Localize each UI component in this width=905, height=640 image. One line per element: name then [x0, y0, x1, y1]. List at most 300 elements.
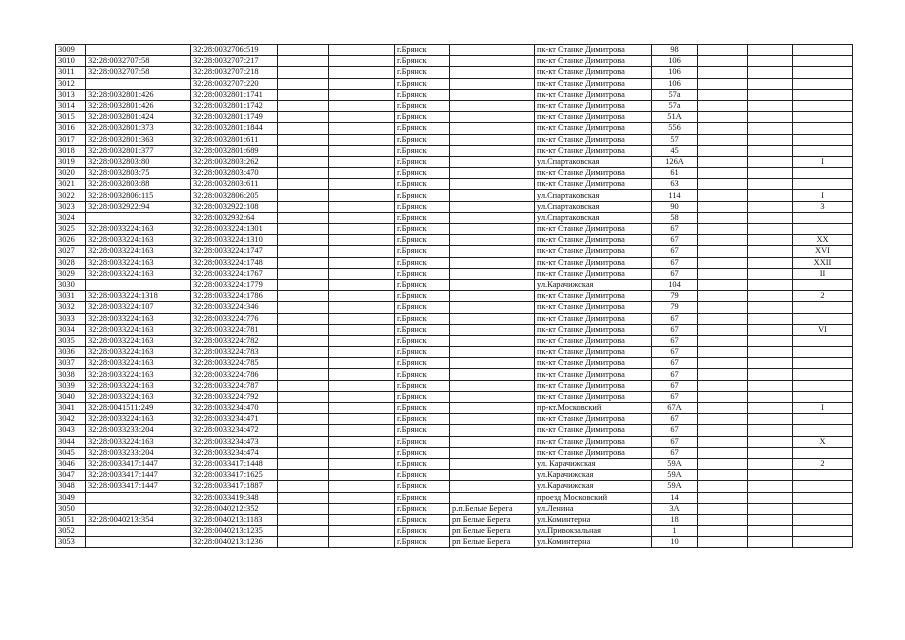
empty-cell — [329, 324, 395, 335]
empty-cell — [278, 123, 329, 134]
empty-cell — [329, 458, 395, 469]
empty-cell — [748, 514, 793, 525]
locality-cell: рп Белые Берега — [450, 514, 535, 525]
city-cell: г.Брянск — [395, 201, 450, 212]
object-cadastral-number: 32:28:0033224:781 — [191, 324, 278, 335]
premises-number-cell — [793, 168, 853, 179]
city-cell: г.Брянск — [395, 56, 450, 67]
empty-cell — [329, 78, 395, 89]
empty-cell — [329, 257, 395, 268]
house-number-cell: 90 — [652, 201, 698, 212]
empty-cell — [698, 526, 748, 537]
object-cadastral-number: 32:28:0032806:205 — [191, 190, 278, 201]
empty-cell — [748, 45, 793, 56]
house-number-cell: 14 — [652, 492, 698, 503]
empty-cell — [748, 436, 793, 447]
table-row — [56, 503, 853, 514]
object-cadastral-number: 32:28:0032803:470 — [191, 168, 278, 179]
table-row — [56, 100, 853, 111]
street-cell: ул.Карачижская — [535, 279, 652, 290]
premises-number-cell — [793, 514, 853, 525]
street-cell: пк-кт Станке Димитрова — [535, 380, 652, 391]
empty-cell — [748, 224, 793, 235]
empty-cell — [748, 458, 793, 469]
empty-cell — [698, 324, 748, 335]
parcel-cadastral-number — [86, 78, 191, 89]
empty-cell — [698, 481, 748, 492]
object-cadastral-number: 32:28:0033419:348 — [191, 492, 278, 503]
house-number-cell: 67 — [652, 425, 698, 436]
object-cadastral-number: 32:28:0033224:1767 — [191, 268, 278, 279]
locality-cell: р.п.Белые Берега — [450, 503, 535, 514]
row-number: 3053 — [56, 537, 86, 548]
locality-cell — [450, 224, 535, 235]
table-row — [56, 235, 853, 246]
locality-cell — [450, 112, 535, 123]
empty-cell — [698, 492, 748, 503]
row-number: 3022 — [56, 190, 86, 201]
house-number-cell: 45 — [652, 145, 698, 156]
row-number: 3035 — [56, 335, 86, 346]
empty-cell — [698, 425, 748, 436]
empty-cell — [748, 100, 793, 111]
street-cell: пк-кт Станке Димитрова — [535, 291, 652, 302]
house-number-cell: 1 — [652, 526, 698, 537]
parcel-cadastral-number: 32:28:0032803:75 — [86, 168, 191, 179]
row-number: 3017 — [56, 134, 86, 145]
empty-cell — [748, 168, 793, 179]
house-number-cell: 67 — [652, 391, 698, 402]
empty-cell — [278, 369, 329, 380]
city-cell: г.Брянск — [395, 425, 450, 436]
locality-cell — [450, 436, 535, 447]
empty-cell — [698, 100, 748, 111]
table-row — [56, 369, 853, 380]
empty-cell — [748, 526, 793, 537]
object-cadastral-number: 32:28:0040213:1183 — [191, 514, 278, 525]
street-cell: ул.Спартаковская — [535, 201, 652, 212]
locality-cell — [450, 156, 535, 167]
premises-number-cell — [793, 537, 853, 548]
city-cell: г.Брянск — [395, 112, 450, 123]
empty-cell — [329, 492, 395, 503]
city-cell: г.Брянск — [395, 313, 450, 324]
empty-cell — [329, 403, 395, 414]
empty-cell — [748, 324, 793, 335]
empty-cell — [329, 414, 395, 425]
table-row — [56, 246, 853, 257]
parcel-cadastral-number: 32:28:0032801:424 — [86, 112, 191, 123]
empty-cell — [278, 246, 329, 257]
premises-number-cell — [793, 302, 853, 313]
city-cell: г.Брянск — [395, 481, 450, 492]
locality-cell — [450, 257, 535, 268]
city-cell: г.Брянск — [395, 279, 450, 290]
street-cell: пк-кт Станке Димитрова — [535, 45, 652, 56]
table-row — [56, 470, 853, 481]
empty-cell — [329, 123, 395, 134]
house-number-cell: 114 — [652, 190, 698, 201]
street-cell: пк-кт Станке Димитрова — [535, 67, 652, 78]
city-cell: г.Брянск — [395, 537, 450, 548]
street-cell: ул.Карачижская — [535, 470, 652, 481]
city-cell: г.Брянск — [395, 514, 450, 525]
street-cell: пк-кт Станке Димитрова — [535, 335, 652, 346]
empty-cell — [329, 503, 395, 514]
empty-cell — [278, 279, 329, 290]
empty-cell — [748, 179, 793, 190]
premises-number-cell: X — [793, 436, 853, 447]
premises-number-cell — [793, 470, 853, 481]
locality-cell: рп Белые Берега — [450, 537, 535, 548]
empty-cell — [278, 458, 329, 469]
register-table — [55, 44, 853, 548]
street-cell: пк-кт Станке Димитрова — [535, 391, 652, 402]
row-number: 3016 — [56, 123, 86, 134]
parcel-cadastral-number: 32:28:0033417:1447 — [86, 481, 191, 492]
locality-cell — [450, 458, 535, 469]
object-cadastral-number: 32:28:0032803:611 — [191, 179, 278, 190]
street-cell: ул. Карачижская — [535, 458, 652, 469]
street-cell: пк-кт Станке Димитрова — [535, 246, 652, 257]
row-number: 3027 — [56, 246, 86, 257]
house-number-cell: 106 — [652, 78, 698, 89]
street-cell: пк-кт Станке Димитрова — [535, 134, 652, 145]
parcel-cadastral-number — [86, 279, 191, 290]
empty-cell — [278, 380, 329, 391]
row-number: 3024 — [56, 212, 86, 223]
row-number: 3011 — [56, 67, 86, 78]
empty-cell — [748, 447, 793, 458]
house-number-cell: 67А — [652, 403, 698, 414]
parcel-cadastral-number: 32:28:0041511:249 — [86, 403, 191, 414]
empty-cell — [698, 201, 748, 212]
table-row — [56, 458, 853, 469]
premises-number-cell — [793, 45, 853, 56]
locality-cell — [450, 403, 535, 414]
premises-number-cell — [793, 414, 853, 425]
empty-cell — [748, 156, 793, 167]
parcel-cadastral-number — [86, 537, 191, 548]
empty-cell — [278, 447, 329, 458]
parcel-cadastral-number: 32:28:0033224:163 — [86, 380, 191, 391]
parcel-cadastral-number: 32:28:0033233:204 — [86, 447, 191, 458]
empty-cell — [278, 414, 329, 425]
parcel-cadastral-number: 32:28:0033417:1447 — [86, 458, 191, 469]
empty-cell — [278, 302, 329, 313]
table-row — [56, 425, 853, 436]
street-cell: пк-кт Станке Димитрова — [535, 414, 652, 425]
city-cell: г.Брянск — [395, 335, 450, 346]
house-number-cell: 67 — [652, 268, 698, 279]
object-cadastral-number: 32:28:0032706:519 — [191, 45, 278, 56]
empty-cell — [329, 302, 395, 313]
street-cell: ул.Спартаковская — [535, 156, 652, 167]
table-row — [56, 134, 853, 145]
object-cadastral-number: 32:28:0032801:1741 — [191, 89, 278, 100]
empty-cell — [278, 100, 329, 111]
city-cell: г.Брянск — [395, 224, 450, 235]
empty-cell — [329, 537, 395, 548]
empty-cell — [329, 224, 395, 235]
row-number: 3028 — [56, 257, 86, 268]
house-number-cell: 106 — [652, 67, 698, 78]
parcel-cadastral-number: 32:28:0032801:363 — [86, 134, 191, 145]
object-cadastral-number: 32:28:0040213:1236 — [191, 537, 278, 548]
city-cell: г.Брянск — [395, 179, 450, 190]
premises-number-cell: 2 — [793, 458, 853, 469]
premises-number-cell: I — [793, 190, 853, 201]
locality-cell — [450, 134, 535, 145]
street-cell: ул.Коминтерна — [535, 514, 652, 525]
house-number-cell: 126А — [652, 156, 698, 167]
row-number: 3033 — [56, 313, 86, 324]
city-cell: г.Брянск — [395, 235, 450, 246]
parcel-cadastral-number: 32:28:0033224:163 — [86, 268, 191, 279]
empty-cell — [278, 403, 329, 414]
object-cadastral-number: 32:28:0033224:1310 — [191, 235, 278, 246]
house-number-cell: 556 — [652, 123, 698, 134]
empty-cell — [329, 447, 395, 458]
table-row — [56, 347, 853, 358]
row-number: 3036 — [56, 347, 86, 358]
parcel-cadastral-number: 32:28:0033417:1447 — [86, 470, 191, 481]
house-number-cell: 61 — [652, 168, 698, 179]
premises-number-cell: VI — [793, 324, 853, 335]
premises-number-cell — [793, 89, 853, 100]
empty-cell — [329, 358, 395, 369]
object-cadastral-number: 32:28:0032801:611 — [191, 134, 278, 145]
row-number: 3010 — [56, 56, 86, 67]
empty-cell — [698, 156, 748, 167]
premises-number-cell — [793, 212, 853, 223]
empty-cell — [698, 391, 748, 402]
empty-cell — [698, 313, 748, 324]
city-cell: г.Брянск — [395, 302, 450, 313]
table-row — [56, 302, 853, 313]
empty-cell — [698, 45, 748, 56]
table-row — [56, 156, 853, 167]
empty-cell — [698, 123, 748, 134]
parcel-cadastral-number — [86, 503, 191, 514]
object-cadastral-number: 32:28:0032801:1742 — [191, 100, 278, 111]
house-number-cell: 67 — [652, 224, 698, 235]
locality-cell — [450, 313, 535, 324]
parcel-cadastral-number: 32:28:0032806:115 — [86, 190, 191, 201]
street-cell: пк-кт Станке Димитрова — [535, 313, 652, 324]
row-number: 3038 — [56, 369, 86, 380]
object-cadastral-number: 32:28:0033224:792 — [191, 391, 278, 402]
parcel-cadastral-number: 32:28:0033224:163 — [86, 436, 191, 447]
empty-cell — [329, 391, 395, 402]
row-number: 3026 — [56, 235, 86, 246]
house-number-cell: 67 — [652, 257, 698, 268]
street-cell: пк-кт Станке Димитрова — [535, 78, 652, 89]
empty-cell — [748, 56, 793, 67]
object-cadastral-number: 32:28:0033417:1887 — [191, 481, 278, 492]
empty-cell — [698, 347, 748, 358]
empty-cell — [329, 526, 395, 537]
street-cell: ул.Карачижская — [535, 481, 652, 492]
empty-cell — [278, 156, 329, 167]
empty-cell — [698, 145, 748, 156]
locality-cell — [450, 100, 535, 111]
object-cadastral-number: 32:28:0033417:1448 — [191, 458, 278, 469]
street-cell: пк-кт Станке Димитрова — [535, 436, 652, 447]
house-number-cell: 51А — [652, 112, 698, 123]
parcel-cadastral-number: 32:28:0032707:58 — [86, 67, 191, 78]
house-number-cell: 104 — [652, 279, 698, 290]
locality-cell — [450, 447, 535, 458]
premises-number-cell: XX — [793, 235, 853, 246]
street-cell: пк-кт Станке Димитрова — [535, 168, 652, 179]
empty-cell — [278, 179, 329, 190]
premises-number-cell — [793, 100, 853, 111]
city-cell: г.Брянск — [395, 67, 450, 78]
empty-cell — [698, 447, 748, 458]
empty-cell — [698, 134, 748, 145]
empty-cell — [329, 134, 395, 145]
row-number: 3046 — [56, 458, 86, 469]
premises-number-cell — [793, 481, 853, 492]
object-cadastral-number: 32:28:0032803:262 — [191, 156, 278, 167]
object-cadastral-number: 32:28:0032707:217 — [191, 56, 278, 67]
locality-cell — [450, 324, 535, 335]
empty-cell — [748, 279, 793, 290]
empty-cell — [698, 335, 748, 346]
premises-number-cell: I — [793, 156, 853, 167]
empty-cell — [278, 201, 329, 212]
empty-cell — [698, 436, 748, 447]
empty-cell — [278, 67, 329, 78]
empty-cell — [329, 45, 395, 56]
empty-cell — [698, 414, 748, 425]
empty-cell — [698, 224, 748, 235]
table-row — [56, 112, 853, 123]
empty-cell — [748, 112, 793, 123]
empty-cell — [329, 481, 395, 492]
object-cadastral-number: 32:28:0033224:786 — [191, 369, 278, 380]
object-cadastral-number: 32:28:0033224:1786 — [191, 291, 278, 302]
house-number-cell: 57а — [652, 100, 698, 111]
table-row — [56, 168, 853, 179]
house-number-cell: 79 — [652, 302, 698, 313]
object-cadastral-number: 32:28:0032932:64 — [191, 212, 278, 223]
house-number-cell: 57 — [652, 134, 698, 145]
street-cell: пк-кт Станке Димитрова — [535, 112, 652, 123]
table-row — [56, 537, 853, 548]
object-cadastral-number: 32:28:0032707:218 — [191, 67, 278, 78]
empty-cell — [278, 324, 329, 335]
premises-number-cell: XXII — [793, 257, 853, 268]
empty-cell — [698, 235, 748, 246]
object-cadastral-number: 32:28:0032922:108 — [191, 201, 278, 212]
object-cadastral-number: 32:28:0032801:689 — [191, 145, 278, 156]
empty-cell — [278, 145, 329, 156]
street-cell: ул.Коминтерна — [535, 537, 652, 548]
city-cell: г.Брянск — [395, 257, 450, 268]
parcel-cadastral-number: 32:28:0033224:163 — [86, 235, 191, 246]
empty-cell — [278, 514, 329, 525]
city-cell: г.Брянск — [395, 145, 450, 156]
street-cell: ул.Ленина — [535, 503, 652, 514]
parcel-cadastral-number: 32:28:0033224:163 — [86, 347, 191, 358]
object-cadastral-number: 32:28:0033234:474 — [191, 447, 278, 458]
row-number: 3015 — [56, 112, 86, 123]
empty-cell — [748, 123, 793, 134]
object-cadastral-number: 32:28:0032707:220 — [191, 78, 278, 89]
empty-cell — [748, 470, 793, 481]
row-number: 3044 — [56, 436, 86, 447]
empty-cell — [748, 78, 793, 89]
street-cell: пр-кт.Московский — [535, 403, 652, 414]
row-number: 3009 — [56, 45, 86, 56]
empty-cell — [329, 425, 395, 436]
empty-cell — [278, 335, 329, 346]
parcel-cadastral-number: 32:28:0033224:163 — [86, 246, 191, 257]
empty-cell — [748, 358, 793, 369]
parcel-cadastral-number: 32:28:0033224:163 — [86, 313, 191, 324]
street-cell: пк-кт Станке Димитрова — [535, 145, 652, 156]
empty-cell — [278, 358, 329, 369]
row-number: 3041 — [56, 403, 86, 414]
premises-number-cell: II — [793, 268, 853, 279]
house-number-cell: 59А — [652, 481, 698, 492]
object-cadastral-number: 32:28:0033224:783 — [191, 347, 278, 358]
empty-cell — [748, 481, 793, 492]
empty-cell — [278, 391, 329, 402]
empty-cell — [329, 100, 395, 111]
empty-cell — [698, 369, 748, 380]
row-number: 3031 — [56, 291, 86, 302]
empty-cell — [329, 168, 395, 179]
row-number: 3018 — [56, 145, 86, 156]
row-number: 3051 — [56, 514, 86, 525]
object-cadastral-number: 32:28:0033224:1779 — [191, 279, 278, 290]
empty-cell — [748, 414, 793, 425]
city-cell: г.Брянск — [395, 89, 450, 100]
table-row — [56, 436, 853, 447]
parcel-cadastral-number: 32:28:0033224:163 — [86, 324, 191, 335]
street-cell: пк-кт Станке Димитрова — [535, 324, 652, 335]
house-number-cell: 18 — [652, 514, 698, 525]
street-cell: ул.Спартаковская — [535, 212, 652, 223]
empty-cell — [748, 268, 793, 279]
parcel-cadastral-number: 32:28:0033224:163 — [86, 335, 191, 346]
table-row — [56, 179, 853, 190]
empty-cell — [278, 347, 329, 358]
locality-cell — [450, 358, 535, 369]
empty-cell — [748, 246, 793, 257]
parcel-cadastral-number: 32:28:0033224:163 — [86, 224, 191, 235]
table-row — [56, 123, 853, 134]
street-cell: пк-кт Станке Димитрова — [535, 224, 652, 235]
house-number-cell: 67 — [652, 369, 698, 380]
table-row — [56, 201, 853, 212]
row-number: 3045 — [56, 447, 86, 458]
empty-cell — [329, 313, 395, 324]
empty-cell — [748, 201, 793, 212]
empty-cell — [748, 145, 793, 156]
empty-cell — [329, 268, 395, 279]
street-cell: пк-кт Станке Димитрова — [535, 268, 652, 279]
premises-number-cell — [793, 56, 853, 67]
locality-cell — [450, 201, 535, 212]
empty-cell — [329, 291, 395, 302]
empty-cell — [329, 235, 395, 246]
empty-cell — [329, 436, 395, 447]
premises-number-cell: XVI — [793, 246, 853, 257]
